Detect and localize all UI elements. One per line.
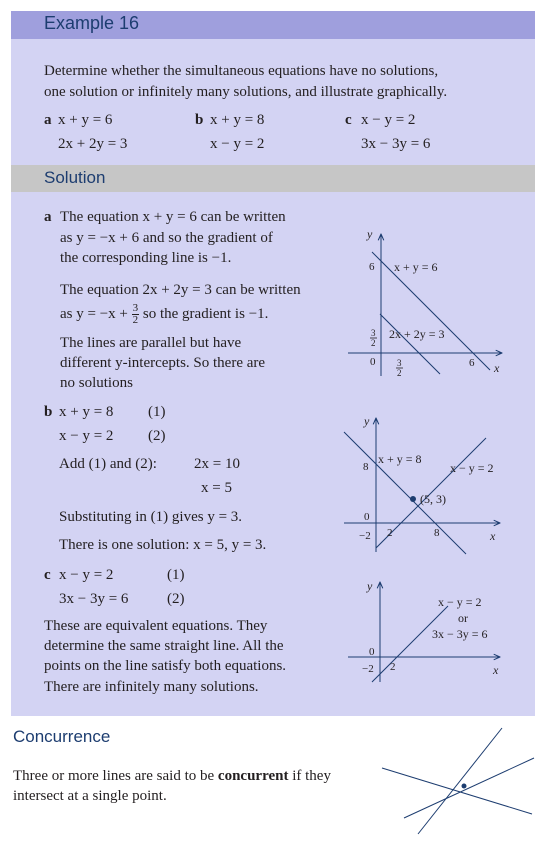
graph-b-point-label: (5, 3) bbox=[420, 492, 446, 506]
concurrency-point bbox=[462, 784, 467, 789]
sol-a-line-6: The lines are parallel but have bbox=[60, 335, 242, 351]
graph-a-frac-x-den: 2 bbox=[397, 368, 402, 378]
graph-b-intersection-point bbox=[410, 496, 416, 502]
part-b-eq1: x + y = 8 bbox=[210, 112, 265, 128]
graph-a-tick-6y: 6 bbox=[369, 261, 375, 273]
example-title: Example 16 bbox=[44, 13, 140, 33]
graph-a-frac-y bbox=[370, 328, 377, 348]
sol-b-result-2: x = 5 bbox=[201, 480, 232, 496]
sol-b-result-1: 2x = 10 bbox=[194, 456, 240, 472]
sol-c-eq1-number: (1) bbox=[167, 567, 185, 583]
sol-c-line-3: points on the line satisfy both equations. bbox=[44, 658, 287, 674]
graph-a-tick-0: 0 bbox=[370, 356, 376, 368]
graph-a-line-1-label: x + y = 6 bbox=[394, 260, 438, 274]
graph-a bbox=[340, 226, 510, 386]
fraction-denominator: 2 bbox=[132, 314, 139, 326]
sol-b-substitute: Substituting in (1) gives y = 3. bbox=[59, 509, 243, 525]
graph-c-tick-2: 2 bbox=[390, 661, 396, 673]
graph-a-frac-x-num: 3 bbox=[397, 358, 402, 368]
graph-c-tick-m2: −2 bbox=[362, 663, 374, 675]
sol-c-letter: c bbox=[44, 567, 51, 583]
sol-a-line-4: The equation 2x + 2y = 3 can be written bbox=[60, 282, 301, 298]
sol-b-eq2-number: (2) bbox=[148, 428, 166, 444]
sol-c-line-2: determine the same straight line. All the bbox=[44, 638, 284, 654]
part-b-eq2: x − y = 2 bbox=[210, 136, 265, 152]
sol-b-add: Add (1) and (2): bbox=[59, 456, 157, 472]
sol-a-line-3: the corresponding line is −1. bbox=[60, 250, 232, 266]
sol-a-line-5b: so the gradient is −1. bbox=[142, 305, 269, 322]
graph-b-line-1-label: x + y = 8 bbox=[378, 452, 422, 466]
concurrent-line-1 bbox=[418, 728, 502, 834]
solution-title: Solution bbox=[44, 168, 106, 187]
part-c-letter: c bbox=[345, 112, 352, 128]
graph-c bbox=[340, 576, 510, 696]
sol-a-line-1: The equation x + y = 6 can be written bbox=[60, 209, 286, 225]
sol-c-eq1: x − y = 2 bbox=[59, 567, 114, 583]
part-a-eq2: 2x + 2y = 3 bbox=[58, 136, 128, 152]
sol-a-line-2: as y = −x + 6 and so the gradient of bbox=[60, 230, 273, 246]
concurrence-pre: Three or more lines are said to be bbox=[13, 768, 218, 784]
sol-c-eq2-number: (2) bbox=[167, 591, 185, 607]
concurrence-line-1 bbox=[13, 766, 331, 786]
sol-a-line-8: no solutions bbox=[60, 375, 133, 391]
graph-a-frac-y-den: 2 bbox=[371, 338, 376, 348]
concurrent-lines-diagram bbox=[380, 722, 540, 842]
instruction-line-2: one solution or infinitely many solutions, and illustrate graphically. bbox=[44, 84, 448, 100]
graph-a-line-2-label: 2x + 2y = 3 bbox=[389, 327, 445, 341]
graph-a-tick-6x: 6 bbox=[469, 357, 475, 369]
graph-b-tick-8x: 8 bbox=[434, 527, 440, 539]
graph-c-line bbox=[372, 606, 448, 682]
concurrent-line-2 bbox=[382, 768, 532, 814]
graph-b-y-label: y bbox=[364, 414, 370, 428]
part-b-letter: b bbox=[195, 112, 204, 128]
sol-a-line-5 bbox=[60, 303, 268, 326]
sol-b-letter: b bbox=[44, 404, 53, 420]
graph-a-line-2 bbox=[380, 314, 440, 374]
part-a-eq1: x + y = 6 bbox=[58, 112, 113, 128]
sol-b-solution: There is one solution: x = 5, y = 3. bbox=[59, 537, 267, 553]
sol-b-eq2: x − y = 2 bbox=[59, 428, 114, 444]
concurrence-title: Concurrence bbox=[13, 727, 111, 746]
graph-b-x-label: x bbox=[490, 529, 496, 543]
concurrence-line-2: intersect at a single point. bbox=[13, 788, 167, 804]
graph-c-label-2: 3x − 3y = 6 bbox=[432, 627, 488, 641]
graph-a-frac-y-num: 3 bbox=[371, 328, 376, 338]
graph-b-line-2-label: x − y = 2 bbox=[450, 461, 494, 475]
sol-a-fraction bbox=[132, 303, 140, 326]
instruction-line-1: Determine whether the simultaneous equations have no solutions, bbox=[44, 63, 439, 79]
part-a-letter: a bbox=[44, 112, 52, 128]
part-c-eq1: x − y = 2 bbox=[361, 112, 416, 128]
concurrence-term: concurrent bbox=[217, 768, 289, 784]
fraction-numerator: 3 bbox=[132, 302, 139, 314]
graph-c-x-label: x bbox=[493, 663, 499, 677]
graph-c-label-or: or bbox=[458, 611, 468, 625]
sol-a-letter: a bbox=[44, 209, 52, 225]
graph-b bbox=[340, 412, 510, 562]
sol-c-line-4: There are infinitely many solutions. bbox=[44, 679, 259, 695]
graph-a-y-label: y bbox=[367, 227, 373, 241]
graph-b-tick-0: 0 bbox=[364, 511, 370, 523]
graph-c-tick-0: 0 bbox=[369, 646, 375, 658]
graph-c-label-1: x − y = 2 bbox=[438, 595, 482, 609]
graph-b-tick-m2: −2 bbox=[359, 530, 371, 542]
graph-b-tick-2: 2 bbox=[387, 527, 393, 539]
sol-c-line-1: These are equivalent equations. They bbox=[44, 618, 268, 634]
graph-c-y-label: y bbox=[367, 579, 373, 593]
sol-a-line-7: different y-intercepts. So there are bbox=[60, 355, 266, 371]
graph-b-tick-8y: 8 bbox=[363, 461, 369, 473]
sol-b-eq1: x + y = 8 bbox=[59, 404, 114, 420]
sol-a-line-5a: as y = −x + bbox=[60, 305, 128, 322]
sol-c-eq2: 3x − 3y = 6 bbox=[59, 591, 129, 607]
concurrence-post: if they bbox=[288, 768, 331, 784]
graph-a-frac-x bbox=[396, 358, 403, 378]
part-c-eq2: 3x − 3y = 6 bbox=[361, 136, 431, 152]
sol-b-eq1-number: (1) bbox=[148, 404, 166, 420]
graph-a-x-label: x bbox=[494, 361, 500, 375]
